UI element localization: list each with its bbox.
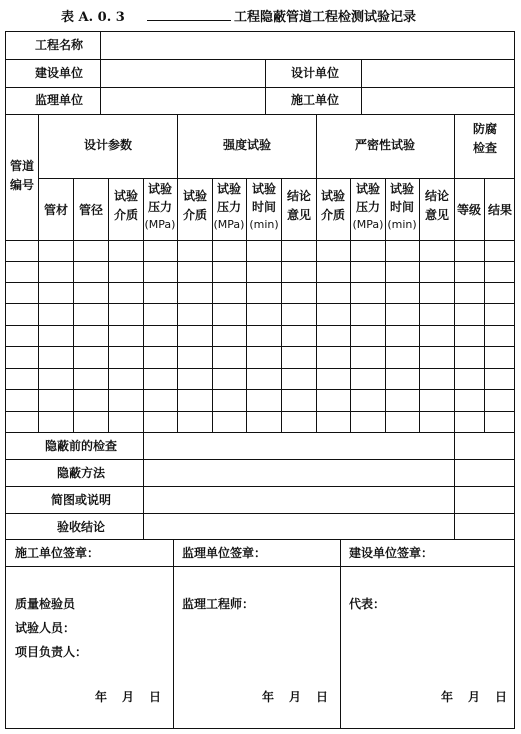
supervisor-signature-header: 监理单位签章： bbox=[182, 546, 267, 560]
label-builder-unit: 施工单位 bbox=[290, 93, 340, 107]
col-strength-time: 试验 时间 (min) bbox=[249, 182, 279, 231]
col-tight-pressure: 试验 压力 (MPa) bbox=[352, 182, 384, 231]
tester-label: 试验人员： bbox=[15, 621, 76, 635]
signature-section bbox=[5, 539, 515, 729]
col-tight-medium: 试验 介质 bbox=[320, 189, 346, 222]
record-table bbox=[5, 31, 515, 540]
group-design-params: 设计参数 bbox=[83, 138, 133, 152]
title-blank-line bbox=[147, 20, 231, 21]
builder-signature-header: 施工单位签章： bbox=[15, 546, 100, 560]
col-grade: 等级 bbox=[456, 203, 482, 217]
col-strength-pressure: 试验 压力 (MPa) bbox=[213, 182, 245, 231]
label-project-name: 工程名称 bbox=[34, 38, 84, 52]
table-name: 工程隐蔽管道工程检测试验记录 bbox=[234, 10, 417, 25]
col-result: 结果 bbox=[487, 203, 513, 217]
table-code: 表 A. 0. 3 bbox=[61, 10, 125, 25]
header-pipe-no: 管道 编号 bbox=[9, 159, 35, 192]
col-tight-time: 试验 时间 (min) bbox=[387, 182, 417, 231]
group-anticorrosion: 防腐 检查 bbox=[472, 122, 498, 155]
representative-label: 代表： bbox=[349, 597, 386, 611]
supervising-engineer-label: 监理工程师： bbox=[182, 597, 255, 611]
col-strength-medium: 试验 介质 bbox=[182, 189, 208, 222]
project-manager-label: 项目负责人： bbox=[15, 645, 88, 659]
row-sketch: 简图或说明 bbox=[50, 493, 112, 507]
owner-signature-header: 建设单位签章： bbox=[349, 546, 434, 560]
label-design-unit: 设计单位 bbox=[290, 66, 340, 80]
row-hidden-method: 隐蔽方法 bbox=[56, 466, 106, 480]
owner-date: 年 月 日 bbox=[441, 690, 508, 704]
table-grid bbox=[5, 31, 515, 540]
quality-inspector-label: 质量检验员 bbox=[15, 597, 76, 611]
col-strength-conclusion: 结论 意见 bbox=[286, 189, 312, 222]
row-pre-check: 隐蔽前的检查 bbox=[44, 439, 118, 453]
supervisor-date: 年 月 日 bbox=[262, 690, 329, 704]
signature-grid bbox=[5, 539, 515, 729]
col-design-medium: 试验 介质 bbox=[113, 189, 139, 222]
label-construction-unit: 建设单位 bbox=[34, 66, 84, 80]
group-tightness-test: 严密性试验 bbox=[354, 138, 416, 152]
col-diameter: 管径 bbox=[78, 203, 104, 217]
group-strength-test: 强度试验 bbox=[222, 138, 272, 152]
row-acceptance: 验收结论 bbox=[56, 520, 106, 534]
label-supervision-unit: 监理单位 bbox=[34, 93, 84, 107]
builder-date: 年 月 日 bbox=[95, 690, 162, 704]
col-tight-conclusion: 结论 意见 bbox=[424, 189, 450, 222]
col-design-pressure: 试验 压力 (MPa) bbox=[144, 182, 176, 231]
col-material: 管材 bbox=[43, 203, 69, 217]
form-title bbox=[0, 0, 521, 30]
